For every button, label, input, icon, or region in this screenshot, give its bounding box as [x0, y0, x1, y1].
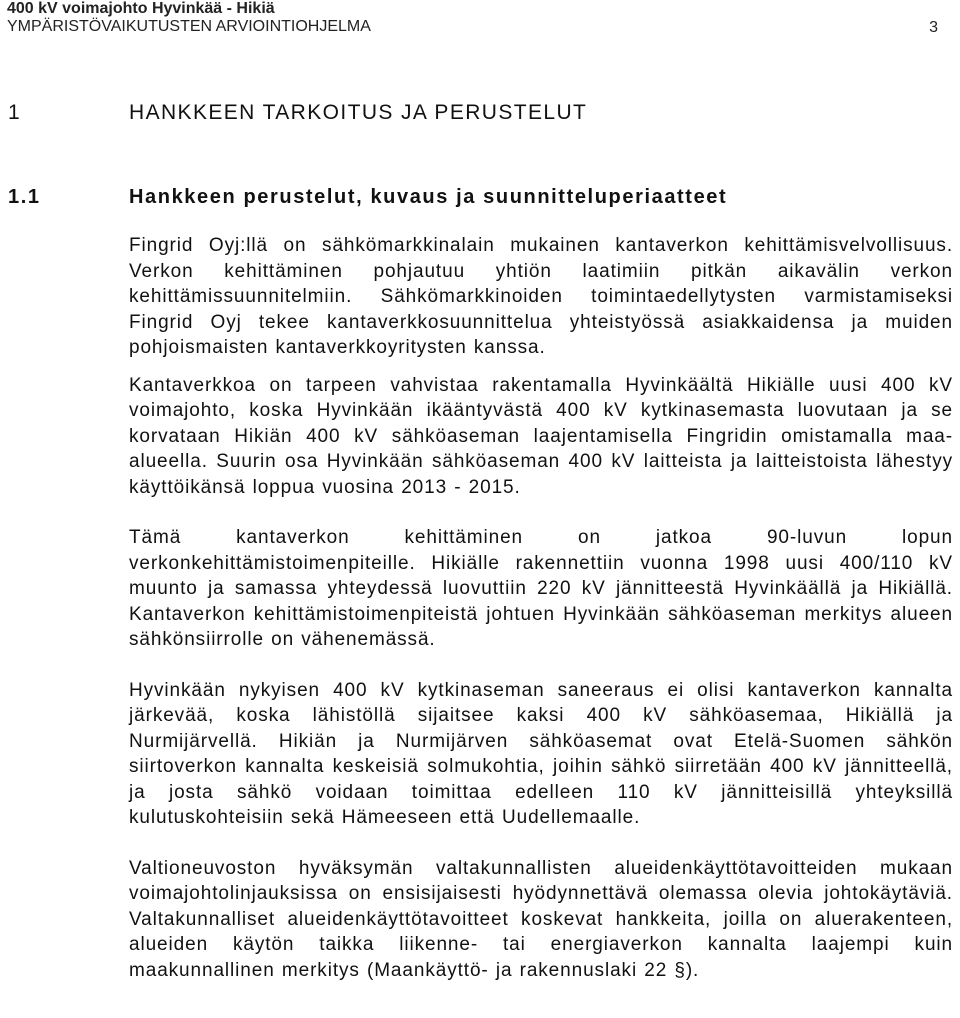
section-title: HANKKEEN TARKOITUS JA PERUSTELUT	[129, 101, 588, 124]
header-title: 400 kV voimajohto Hyvinkää - Hikiä	[7, 0, 275, 17]
paragraph: Kantaverkkoa on tarpeen vahvistaa rakentamalla Hyvinkäältä Hikiälle uusi 400 kV voimajohto, koska Hyvinkään ikääntyvästä 400 kV kytkinasemasta luovutaan ja se korvataan Hikiän 400 kV sähköaseman laajentamisella Fingridin omistamalla maa-alueella. Suurin osa Hyvinkään sähköaseman 400 kV laitteista ja laitteistoista lähestyy käyttöikänsä loppua vuosina 2013 - 2015.	[129, 374, 953, 498]
paragraph: Tämä kantaverkon kehittäminen on jatkoa 90-luvun lopun verkonkehittämistoimenpiteille. Hikiälle rakennettiin vuonna 1998 uusi 400/110 kV muunto ja samassa yhteydessä luovuttiin 220 kV jännitteestä Hyvinkäällä ja Hikiällä. Kantaverkon kehittämistoimenpiteistä johtuen Hyvinkään sähköaseman merkitys alueen sähkönsiirrolle on vähenemässä.	[129, 527, 953, 650]
subsection-title: Hankkeen perustelut, kuvaus ja suunnitteluperiaatteet	[129, 186, 728, 208]
subsection-number: 1.1	[8, 186, 41, 208]
paragraph: Hyvinkään nykyisen 400 kV kytkinaseman saneeraus ei olisi kantaverkon kannalta järkevää, koska lähistöllä sijaitsee kaksi 400 kV sähköasemaa, Hikiällä ja Nurmijärvellä. Hikiän ja Nurmijärven sähköasemat ovat Etelä-Suomen sähkön siirtoverkon kannalta keskeisiä solmukohtia, joihin sähkö siirretään 400 kV jännitteellä, ja josta sähkö voidaan toimittaa edelleen 110 kV jännitteisillä yhteyksillä kulutuskohteisiin sekä Hämeeseen että Uudellemaalle.	[129, 679, 953, 828]
running-header	[7, 0, 371, 36]
paragraph: Fingrid Oyj:llä on sähkömarkkinalain mukainen kantaverkon kehittämisvelvollisuus. Verkon kehittäminen pohjautuu yhtiön laatimiin pitkän aikavälin verkon kehittämissuunnitelmiin. Sähkömarkkinoiden toimintaedellytysten varmistamiseksi Fingrid Oyj tekee kantaverkkosuunnittelua yhteistyössä asiakkaidensa ja muiden pohjoismaisten kantaverkkoyritysten kanssa.	[129, 235, 953, 358]
header-subtitle: YMPÄRISTÖVAIKUTUSTEN ARVIOINTIOHJELMA	[7, 18, 371, 35]
section-number: 1	[8, 101, 22, 124]
page-number: 3	[929, 19, 938, 36]
body-text	[129, 233, 953, 1008]
paragraph: Valtioneuvoston hyväksymän valtakunnallisten alueidenkäyttötavoitteiden mukaan voimajohtolinjauksissa on ensisijaisesti hyödynnettävä olemassa olevia johtokäytäviä. Valtakunnalliset alueidenkäyttötavoitteet koskevat hankkeita, joilla on aluerakenteen, alueiden käytön taikka liikenne- tai energiaverkon kannalta laajempi kuin maakunnallinen merkitys (Maankäyttö- ja rakennuslaki 22 §).	[129, 857, 953, 981]
